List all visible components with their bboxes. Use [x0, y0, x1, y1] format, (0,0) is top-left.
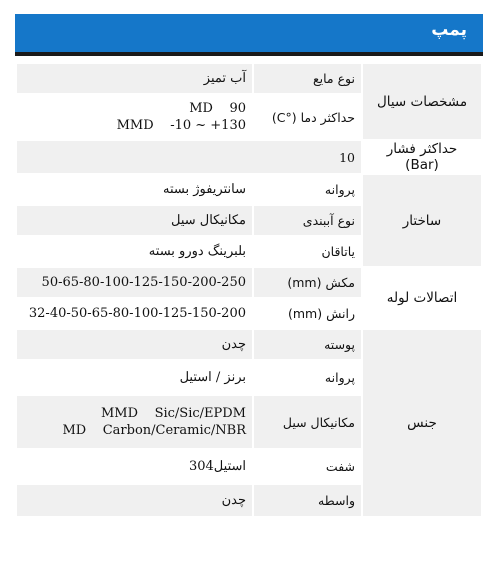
label-max-temp: حداکثر دما (°C) — [253, 94, 362, 140]
label-bearing: یاتاقان — [253, 236, 362, 267]
value-suction: 50-65-80-100-125-150-200-250 — [16, 267, 253, 298]
table-row — [16, 140, 482, 174]
value-mech-seal — [16, 395, 253, 449]
header-title: پمپ — [431, 20, 467, 40]
value-impeller: سانتریفوژ بسته — [16, 174, 253, 205]
max-temp-md: MD 90 — [189, 101, 246, 116]
group-structure: ساختار — [362, 174, 482, 267]
label-adapter: واسطه — [253, 484, 362, 517]
value-discharge: 32-40-50-65-80-100-125-150-200 — [16, 298, 253, 329]
value-fluid-type: آب تمیز — [16, 63, 253, 94]
max-temp-mmd: MMD -10 ~ +130 — [116, 118, 246, 133]
label-discharge: رانش (mm) — [253, 298, 362, 329]
spec-sheet — [15, 14, 483, 518]
table-row — [16, 174, 482, 205]
value-max-pressure: 10 — [16, 140, 362, 174]
table-row — [16, 267, 482, 298]
table-row — [16, 329, 482, 360]
header-bar — [15, 14, 483, 56]
group-fluid: مشخصات سیال — [362, 63, 482, 140]
group-max-pressure: حداکثر فشار (Bar) — [362, 140, 482, 174]
group-material: جنس — [362, 329, 482, 517]
value-max-temp — [16, 94, 253, 140]
value-shaft: استیل304 — [16, 449, 253, 484]
mech-seal-md: MD Carbon/Ceramic/NBR — [62, 423, 246, 438]
value-impeller-material: برنز / استیل — [16, 360, 253, 395]
label-suction: مکش (mm) — [253, 267, 362, 298]
spec-table — [15, 62, 483, 518]
label-mech-seal: مکانیکال سیل — [253, 395, 362, 449]
label-casing: پوسته — [253, 329, 362, 360]
value-casing: چدن — [16, 329, 253, 360]
label-seal-type: نوع آببندی — [253, 205, 362, 236]
value-bearing: بلبرینگ دورو بسته — [16, 236, 253, 267]
mech-seal-mmd: MMD Sic/Sic/EPDM — [101, 406, 246, 421]
label-fluid-type: نوع مایع — [253, 63, 362, 94]
value-seal-type: مکانیکال سیل — [16, 205, 253, 236]
table-row — [16, 63, 482, 94]
value-adapter: چدن — [16, 484, 253, 517]
group-pipe: اتصالات لوله — [362, 267, 482, 329]
label-shaft: شفت — [253, 449, 362, 484]
label-impeller: پروانه — [253, 174, 362, 205]
label-impeller-material: پروانه — [253, 360, 362, 395]
